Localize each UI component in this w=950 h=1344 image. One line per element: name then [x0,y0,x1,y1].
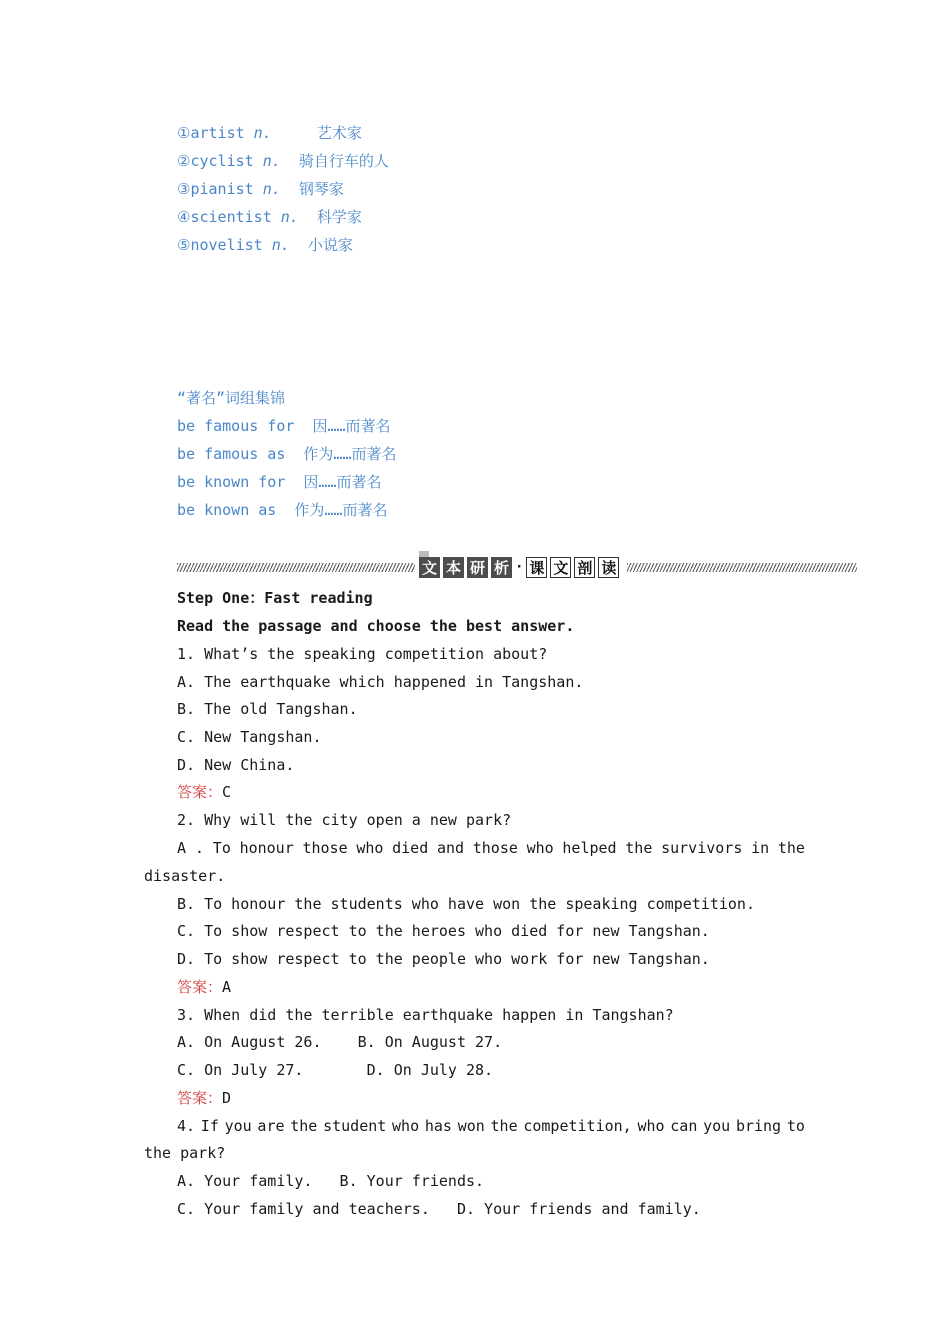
phrase-item: be known as 作为……而著名 [177,501,388,519]
vocab-item: ③pianist n. 钢琴家 [177,180,344,198]
option: D. To show respect to the people who work for new Tangshan. [177,950,710,968]
banner-char: 析 [491,557,512,578]
question-text: 3. When did the terrible earthquake happen in Tangshan? [177,1006,674,1024]
answer [177,782,231,802]
question-text: 4. If you are the student who has won the competition, who can you bring to [177,1117,805,1135]
option: B. To honour the students who have won the speaking competition. [177,895,755,913]
banner-hatch-left [177,563,415,572]
phrase-item: be famous for 因……而著名 [177,417,391,435]
option: C. New Tangshan. [177,728,322,746]
answer-value: C [222,783,232,801]
question-text-continued: the park? [144,1144,226,1162]
banner-char: 课 [526,557,547,578]
question-text: 2. Why will the city open a new park? [177,811,512,829]
question-text: 1. What’s the speaking competition about? [177,645,548,663]
banner-separator: · [515,559,524,575]
answer-label: 答案： [177,1089,223,1107]
answer-value: A [222,978,232,996]
option: A . To honour those who died and those who helped the survivors in the [177,839,805,857]
option-row: A. Your family. B. Your friends. [177,1172,485,1190]
banner-hatch-right [627,563,857,572]
banner-char: 文 [419,557,440,578]
step-instruction: Read the passage and choose the best answer. [177,617,575,635]
answer [177,1088,231,1108]
answer [177,977,231,997]
banner-char: 读 [598,557,619,578]
phrases-title: “著名”词组集锦 [177,389,286,407]
vocab-item: ⑤novelist n. 小说家 [177,236,353,254]
phrase-item: be famous as 作为……而著名 [177,445,397,463]
banner-title [419,553,622,581]
option-row: C. Your family and teachers. D. Your friends and family. [177,1200,701,1218]
banner-char: 本 [443,557,464,578]
vocab-item: ②cyclist n. 骑自行车的人 [177,152,389,170]
option-row: A. On August 26. B. On August 27. [177,1033,503,1051]
option: B. The old Tangshan. [177,700,358,718]
option-continued: disaster. [144,867,226,885]
vocab-item: ④scientist n. 科学家 [177,208,362,226]
option: A. The earthquake which happened in Tangshan. [177,673,584,691]
section-banner [177,553,857,581]
vocab-item: ①artist n. 艺术家 [177,124,362,142]
banner-char: 研 [467,557,488,578]
banner-char: 剖 [574,557,595,578]
banner-char: 文 [550,557,571,578]
answer-label: 答案： [177,978,223,996]
step-title: Step One：Fast reading [177,589,373,607]
option: C. To show respect to the heroes who died for new Tangshan. [177,922,710,940]
option-row: C. On July 27. D. On July 28. [177,1061,494,1079]
phrase-item: be known for 因……而著名 [177,473,382,491]
answer-label: 答案： [177,783,223,801]
option: D. New China. [177,756,295,774]
answer-value: D [222,1089,232,1107]
